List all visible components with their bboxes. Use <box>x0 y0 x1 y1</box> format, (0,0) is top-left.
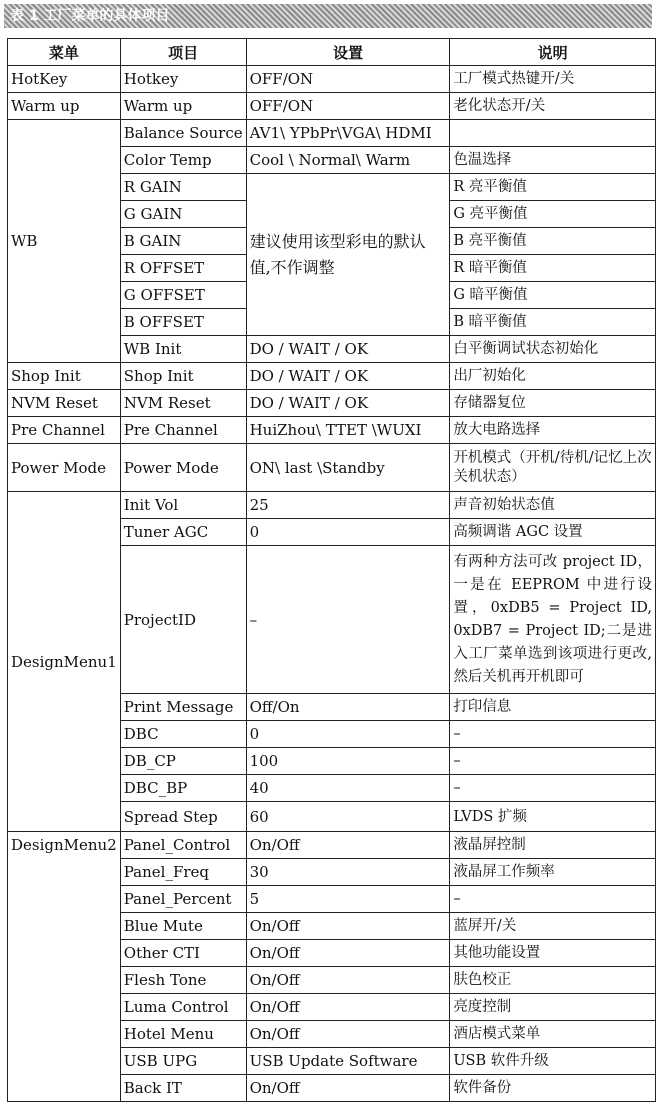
item-cell: R OFFSET <box>120 255 246 282</box>
description-cell: 工厂模式热键开/关 <box>450 66 656 93</box>
item-cell: Hotkey <box>120 66 246 93</box>
menu-cell: HotKey <box>8 66 121 93</box>
item-cell: Panel_Freq <box>120 859 246 886</box>
item-cell: Hotel Menu <box>120 1021 246 1048</box>
description-cell: 液晶屏工作频率 <box>450 859 656 886</box>
description-cell: 色温选择 <box>450 147 656 174</box>
setting-cell: – <box>246 546 450 694</box>
header-menu: 菜单 <box>8 39 121 66</box>
setting-cell: ON\ last \Standby <box>246 444 450 492</box>
description-cell: 声音初始状态值 <box>450 492 656 519</box>
setting-cell: HuiZhou\ TTET \WUXI <box>246 417 450 444</box>
item-cell: Pre Channel <box>120 417 246 444</box>
setting-cell: On/Off <box>246 832 450 859</box>
item-cell: ProjectID <box>120 546 246 694</box>
table-row <box>8 93 656 120</box>
setting-cell: 60 <box>246 802 450 832</box>
table-row <box>8 444 656 492</box>
setting-cell: On/Off <box>246 967 450 994</box>
item-cell: Other CTI <box>120 940 246 967</box>
description-cell: 软件备份 <box>450 1075 656 1102</box>
setting-cell: 25 <box>246 492 450 519</box>
description-cell: – <box>450 721 656 748</box>
setting-cell: Cool \ Normal\ Warm <box>246 147 450 174</box>
setting-cell: USB Update Software <box>246 1048 450 1075</box>
description-cell: 亮度控制 <box>450 994 656 1021</box>
description-cell: LVDS 扩频 <box>450 802 656 832</box>
setting-cell: DO / WAIT / OK <box>246 336 450 363</box>
header-setting: 设置 <box>246 39 450 66</box>
item-cell: Blue Mute <box>120 913 246 940</box>
description-cell: – <box>450 775 656 802</box>
item-cell: Panel_Control <box>120 832 246 859</box>
description-cell: USB 软件升级 <box>450 1048 656 1075</box>
table-row <box>8 492 656 519</box>
item-cell: B GAIN <box>120 228 246 255</box>
menu-cell: Pre Channel <box>8 417 121 444</box>
item-cell: Balance Source <box>120 120 246 147</box>
description-cell: 肤色校正 <box>450 967 656 994</box>
setting-cell: 100 <box>246 748 450 775</box>
description-cell: 白平衡调试状态初始化 <box>450 336 656 363</box>
setting-cell: On/Off <box>246 1075 450 1102</box>
menu-cell: NVM Reset <box>8 390 121 417</box>
item-cell: Back IT <box>120 1075 246 1102</box>
setting-cell: On/Off <box>246 1021 450 1048</box>
item-cell: USB UPG <box>120 1048 246 1075</box>
description-cell: 液晶屏控制 <box>450 832 656 859</box>
setting-cell: 0 <box>246 721 450 748</box>
item-cell: Flesh Tone <box>120 967 246 994</box>
item-cell: Power Mode <box>120 444 246 492</box>
setting-cell: On/Off <box>246 994 450 1021</box>
item-cell: Print Message <box>120 694 246 721</box>
description-cell: 老化状态开/关 <box>450 93 656 120</box>
item-cell: Shop Init <box>120 363 246 390</box>
item-cell: G OFFSET <box>120 282 246 309</box>
setting-cell: Off/On <box>246 694 450 721</box>
description-cell <box>450 120 656 147</box>
item-cell: DB_CP <box>120 748 246 775</box>
description-cell: G 亮平衡值 <box>450 201 656 228</box>
header-description: 说明 <box>450 39 656 66</box>
item-cell: Init Vol <box>120 492 246 519</box>
description-cell: 存储器复位 <box>450 390 656 417</box>
table-header-row <box>8 39 656 66</box>
setting-cell: DO / WAIT / OK <box>246 363 450 390</box>
item-cell: B OFFSET <box>120 309 246 336</box>
description-cell: B 暗平衡值 <box>450 309 656 336</box>
item-cell: DBC_BP <box>120 775 246 802</box>
description-cell: R 亮平衡值 <box>450 174 656 201</box>
setting-cell: 5 <box>246 886 450 913</box>
description-cell: – <box>450 748 656 775</box>
description-cell: R 暗平衡值 <box>450 255 656 282</box>
table-row <box>8 120 656 147</box>
menu-cell: Warm up <box>8 93 121 120</box>
table-row <box>8 832 656 859</box>
setting-cell: On/Off <box>246 913 450 940</box>
item-cell: WB Init <box>120 336 246 363</box>
description-cell: 出厂初始化 <box>450 363 656 390</box>
menu-cell: Shop Init <box>8 363 121 390</box>
description-cell: 打印信息 <box>450 694 656 721</box>
setting-cell: 30 <box>246 859 450 886</box>
description-cell: 高频调谐 AGC 设置 <box>450 519 656 546</box>
menu-cell: WB <box>8 120 121 363</box>
factory-menu-table <box>7 38 656 1102</box>
menu-cell: Power Mode <box>8 444 121 492</box>
item-cell: Spread Step <box>120 802 246 832</box>
item-cell: Tuner AGC <box>120 519 246 546</box>
description-cell: 开机模式（开机/待机/记忆上次关机状态） <box>450 444 656 492</box>
setting-cell: OFF/ON <box>246 93 450 120</box>
description-cell: 有两种方法可改 project ID，一是在 EEPROM 中进行设置，0xDB5 = Project ID, 0xDB7 = Project ID;二是进入工厂菜单选到该项进行更改,然后关机再开机即可 <box>450 546 656 694</box>
setting-cell: On/Off <box>246 940 450 967</box>
table-row <box>8 417 656 444</box>
item-cell: Luma Control <box>120 994 246 1021</box>
table-row <box>8 363 656 390</box>
description-cell: – <box>450 886 656 913</box>
menu-cell: DesignMenu2 <box>8 832 121 1102</box>
item-cell: Warm up <box>120 93 246 120</box>
setting-cell: 40 <box>246 775 450 802</box>
description-cell: 其他功能设置 <box>450 940 656 967</box>
setting-cell: DO / WAIT / OK <box>246 390 450 417</box>
menu-cell: DesignMenu1 <box>8 492 121 832</box>
header-item: 项目 <box>120 39 246 66</box>
setting-cell: AV1\ YPbPr\VGA\ HDMI <box>246 120 450 147</box>
setting-cell: OFF/ON <box>246 66 450 93</box>
merged-setting-cell: 建议使用该型彩电的默认值,不作调整 <box>246 174 450 336</box>
item-cell: G GAIN <box>120 201 246 228</box>
description-cell: 蓝屏开/关 <box>450 913 656 940</box>
setting-cell: 0 <box>246 519 450 546</box>
table-caption: 表 1 工厂菜单的具体项目 <box>4 4 652 28</box>
item-cell: Color Temp <box>120 147 246 174</box>
item-cell: DBC <box>120 721 246 748</box>
description-cell: 放大电路选择 <box>450 417 656 444</box>
table-row <box>8 390 656 417</box>
description-cell: B 亮平衡值 <box>450 228 656 255</box>
description-cell: 酒店模式菜单 <box>450 1021 656 1048</box>
item-cell: R GAIN <box>120 174 246 201</box>
description-cell: G 暗平衡值 <box>450 282 656 309</box>
item-cell: Panel_Percent <box>120 886 246 913</box>
table-row <box>8 66 656 93</box>
item-cell: NVM Reset <box>120 390 246 417</box>
